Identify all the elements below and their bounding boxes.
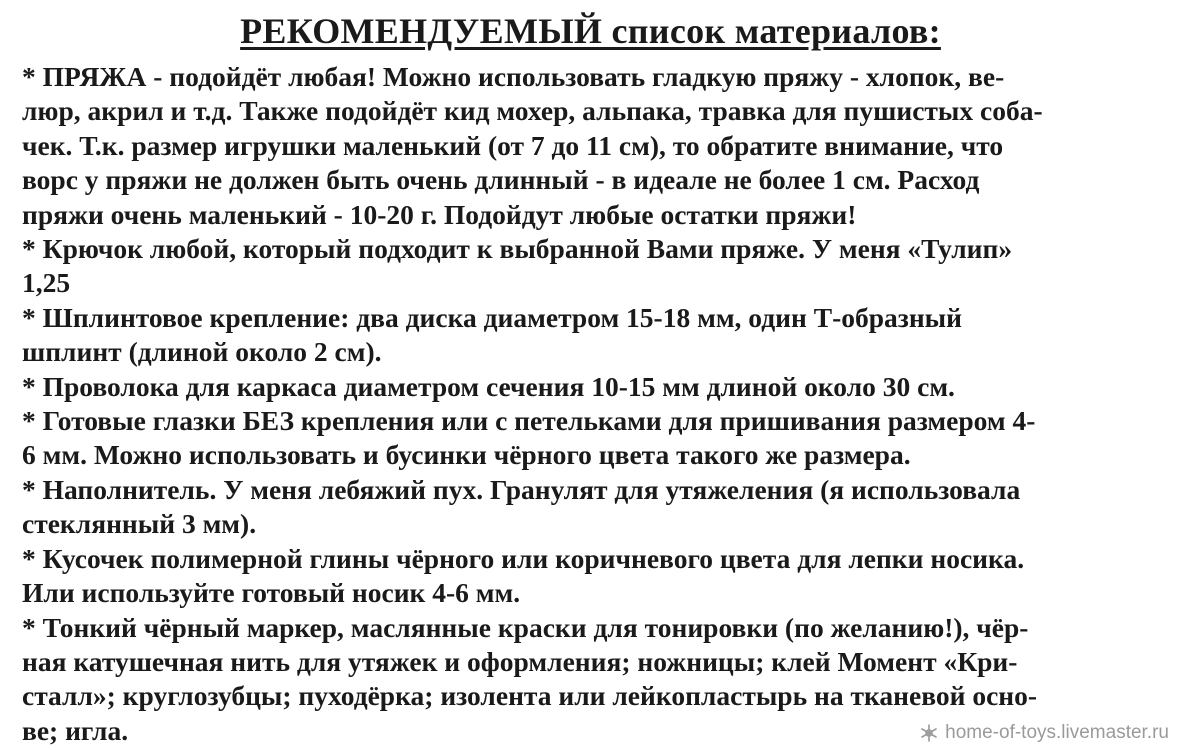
text-line: * Шплинтовое крепление: два диска диаметром 15-18 мм, один Т-образный [22,301,962,333]
text-line: * Готовые глазки БЕЗ крепления или с петельками для пришивания размером 4- [22,405,1036,437]
materials-list [22,60,1172,748]
text-line: ворс у пряжи не должен быть очень длинный - в идеале не более 1 см. Расход [22,164,980,196]
text-line: * Тонкий чёрный маркер, маслянные краски для тонировки (по желанию!), чёр- [22,611,1029,643]
watermark-text: home-of-toys.livemaster.ru [945,722,1169,743]
text-line: шплинт (длиной около 2 см). [22,336,382,368]
text-line: Или используйте готовый носик 4-6 мм. [22,577,521,609]
text-line: * Крючок любой, который подходит к выбранной Вами пряже. У меня «Тулип» [22,233,1013,265]
text-line: ная катушечная нить для утяжек и оформления; ножницы; клей Момент «Кри- [22,645,1018,677]
text-line: пряжи очень маленький - 10-20 г. Подойдут любые остатки пряжи! [22,198,857,230]
text-line: * Наполнитель. У меня лебяжий пух. Гранулят для утяжеления (я использовала [22,473,1021,505]
text-line: люр, акрил и т.д. Также подойдёт кид мохер, альпака, травка для пушистых соба- [22,95,1043,127]
text-line: 1,25 [22,267,71,299]
text-line: * Проволока для каркаса диаметром сечения 10-15 мм длиной около 30 см. [22,370,955,402]
text-line: * Кусочек полимерной глины чёрного или коричневого цвета для лепки носика. [22,542,1025,574]
text-line: чек. Т.к. размер игрушки маленький (от 7 до 11 см), то обратите внимание, что [22,129,1004,161]
title-text: РЕКОМЕНДУЕМЫЙ список материалов: [240,11,941,51]
text-line: ве; игла. [22,714,129,746]
text-line: стеклянный 3 мм). [22,508,257,540]
snowflake-icon [919,723,939,743]
text-line: сталл»; круглозубцы; пуходёрка; изолента или лейкопластырь на тканевой осно- [22,680,1038,712]
text-line: 6 мм. Можно использовать и бусинки чёрного цвета такого же размера. [22,439,911,471]
text-line: * ПРЯЖА - подойдёт любая! Можно использовать гладкую пряжу - хлопок, ве- [22,61,1005,92]
watermark [919,722,1169,744]
page-title [0,10,1181,52]
